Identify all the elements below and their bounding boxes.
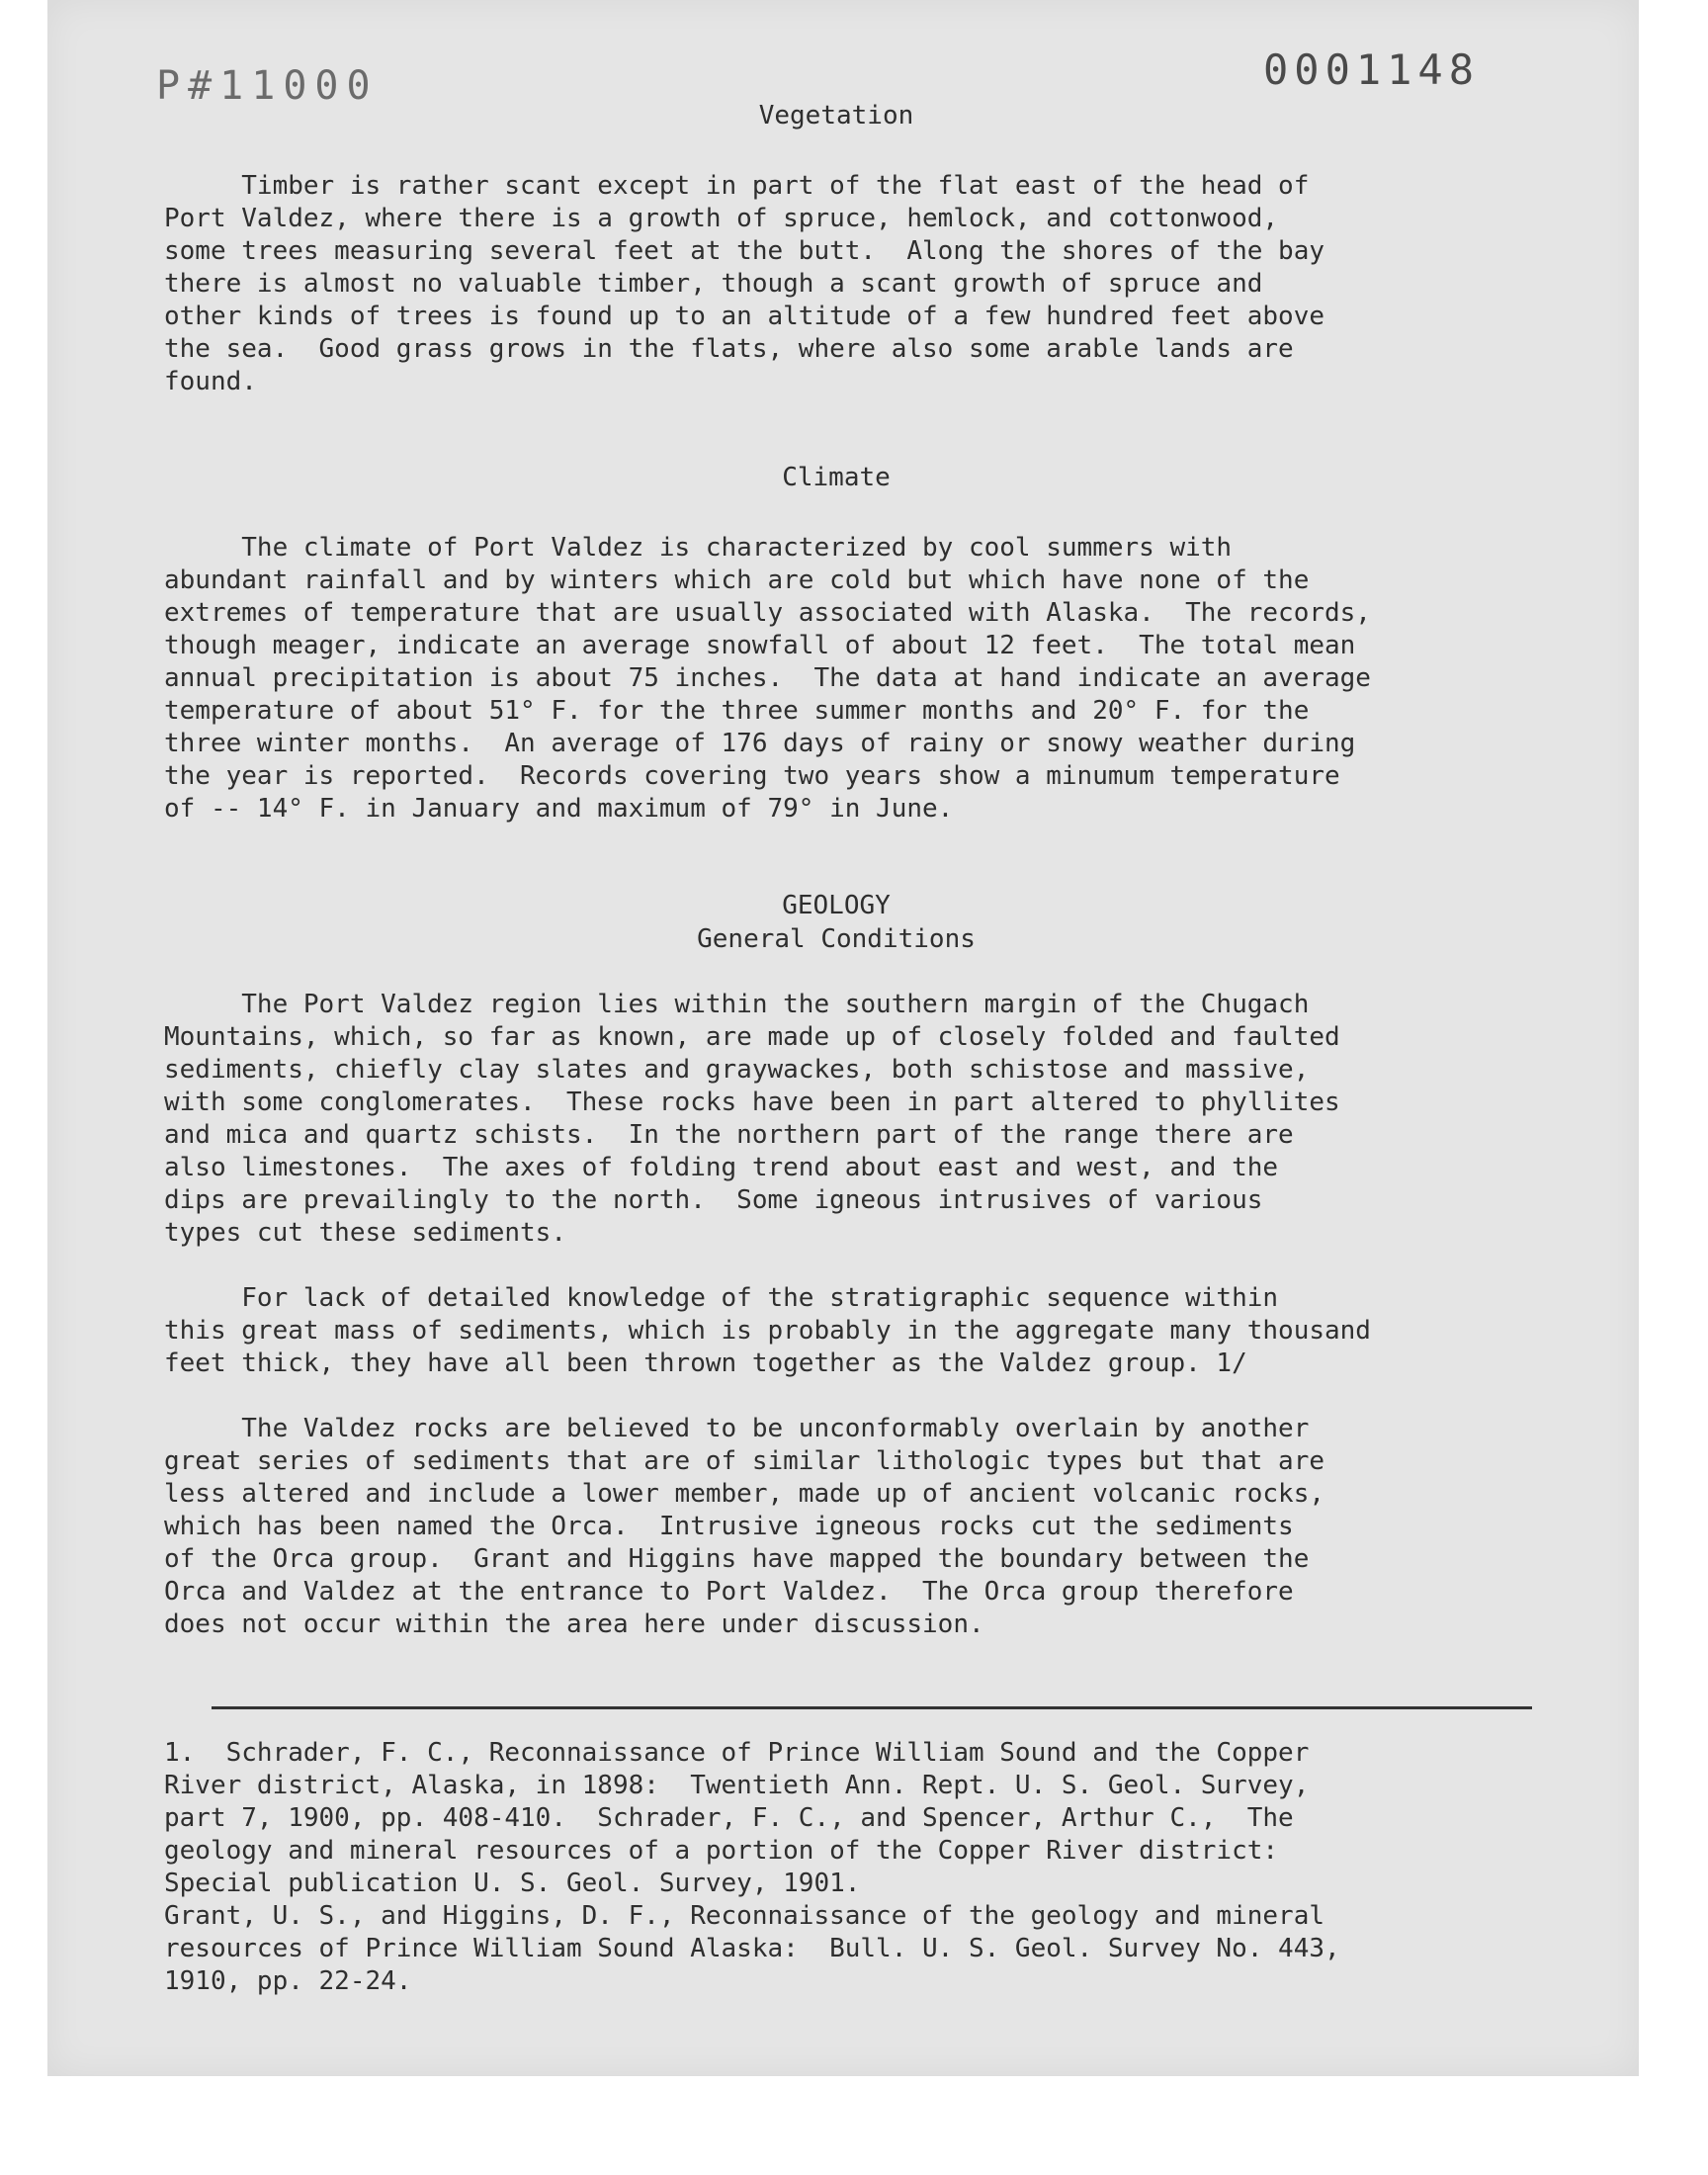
paragraph-climate: The climate of Port Valdez is characterized by cool summers with abundant rainfall and by winters which are cold but which have none of the extremes of temperature that are usually associated with Alaska. The records, though meager, indicate an average snowfall of about 12 feet. The total mean annual precipitation is about 75 inches. The data at hand indicate an average temperature of about 51° F. for the three summer months and 20° F. for the three winter months. An average of 176 days of rainy or snowy weather during the year is reported. Records covering two years show a minumum temperature of -- 14° F. in January and maximum of 79° in June. bbox=[164, 533, 1371, 824]
footnote-divider bbox=[212, 1706, 1532, 1709]
footnotes: 1. Schrader, F. C., Reconnaissance of Prince William Sound and the Copper River district, Alaska, in 1898: Twentieth Ann. Rept. U. S. Geol. Survey, part 7, 1900, pp. 408-410. Schrader, F. C., and Spencer, Arthur C., The geology and mineral resources of a portion of the Copper River district: Special publication U. S. Geol. Survey, 1901. Grant, U. S., and Higgins, D. F., Reconnaissance of the geology and mineral resources of Prince William Sound Alaska: Bull. U. S. Geol. Survey No. 443, 1910, pp. 22-24. bbox=[164, 1738, 1340, 1996]
archive-stamp-left: P#11000 bbox=[156, 63, 379, 109]
heading-geology: GEOLOGY bbox=[782, 891, 891, 920]
paragraph-geology-2: For lack of detailed knowledge of the stratigraphic sequence within this great mass of sediments, which is probably in the aggregate many thousand feet thick, they have all been thrown together as the Valdez group. 1/ bbox=[164, 1283, 1371, 1378]
paragraph-geology-3: The Valdez rocks are believed to be unconformably overlain by another great series of sediments that are of similar lithologic types but that are less altered and include a lower member, made up of ancient volcanic rocks, which has been named the Orca. Intrusive igneous rocks cut the sediments of the Orca group. Grant and Higgins have mapped the boundary between the Orca and Valdez at the entrance to Port Valdez. The Orca group therefore does not occur within the area here under discussion. bbox=[164, 1414, 1324, 1639]
paragraph-geology-1: The Port Valdez region lies within the southern margin of the Chugach Mountains, which, so far as known, are made up of closely folded and faulted sediments, chiefly clay slates and graywackes, both schistose and massive, with some conglomerates. These rocks have been in part altered to phyllites and mica and quartz schists. In the northern part of the range there are also limestones. The axes of folding trend about east and west, and the dips are prevailingly to the north. Some igneous intrusives of various types cut these sediments. bbox=[164, 990, 1340, 1248]
page-number-stamp: 0001148 bbox=[1263, 45, 1481, 94]
heading-climate: Climate bbox=[782, 463, 891, 492]
subheading-general-conditions: General Conditions bbox=[697, 924, 976, 954]
paragraph-vegetation: Timber is rather scant except in part of the flat east of the head of Port Valdez, where there is a growth of spruce, hemlock, and cottonwood, some trees measuring several feet at the butt. Along the shores of the bay there is almost no valuable timber, though a scant growth of spruce and other kinds of trees is found up to an altitude of a few hundred feet above the sea. Good grass grows in the flats, where also some arable lands are found. bbox=[164, 171, 1324, 396]
heading-vegetation: Vegetation bbox=[758, 101, 914, 130]
document-body bbox=[164, 99, 1508, 1998]
